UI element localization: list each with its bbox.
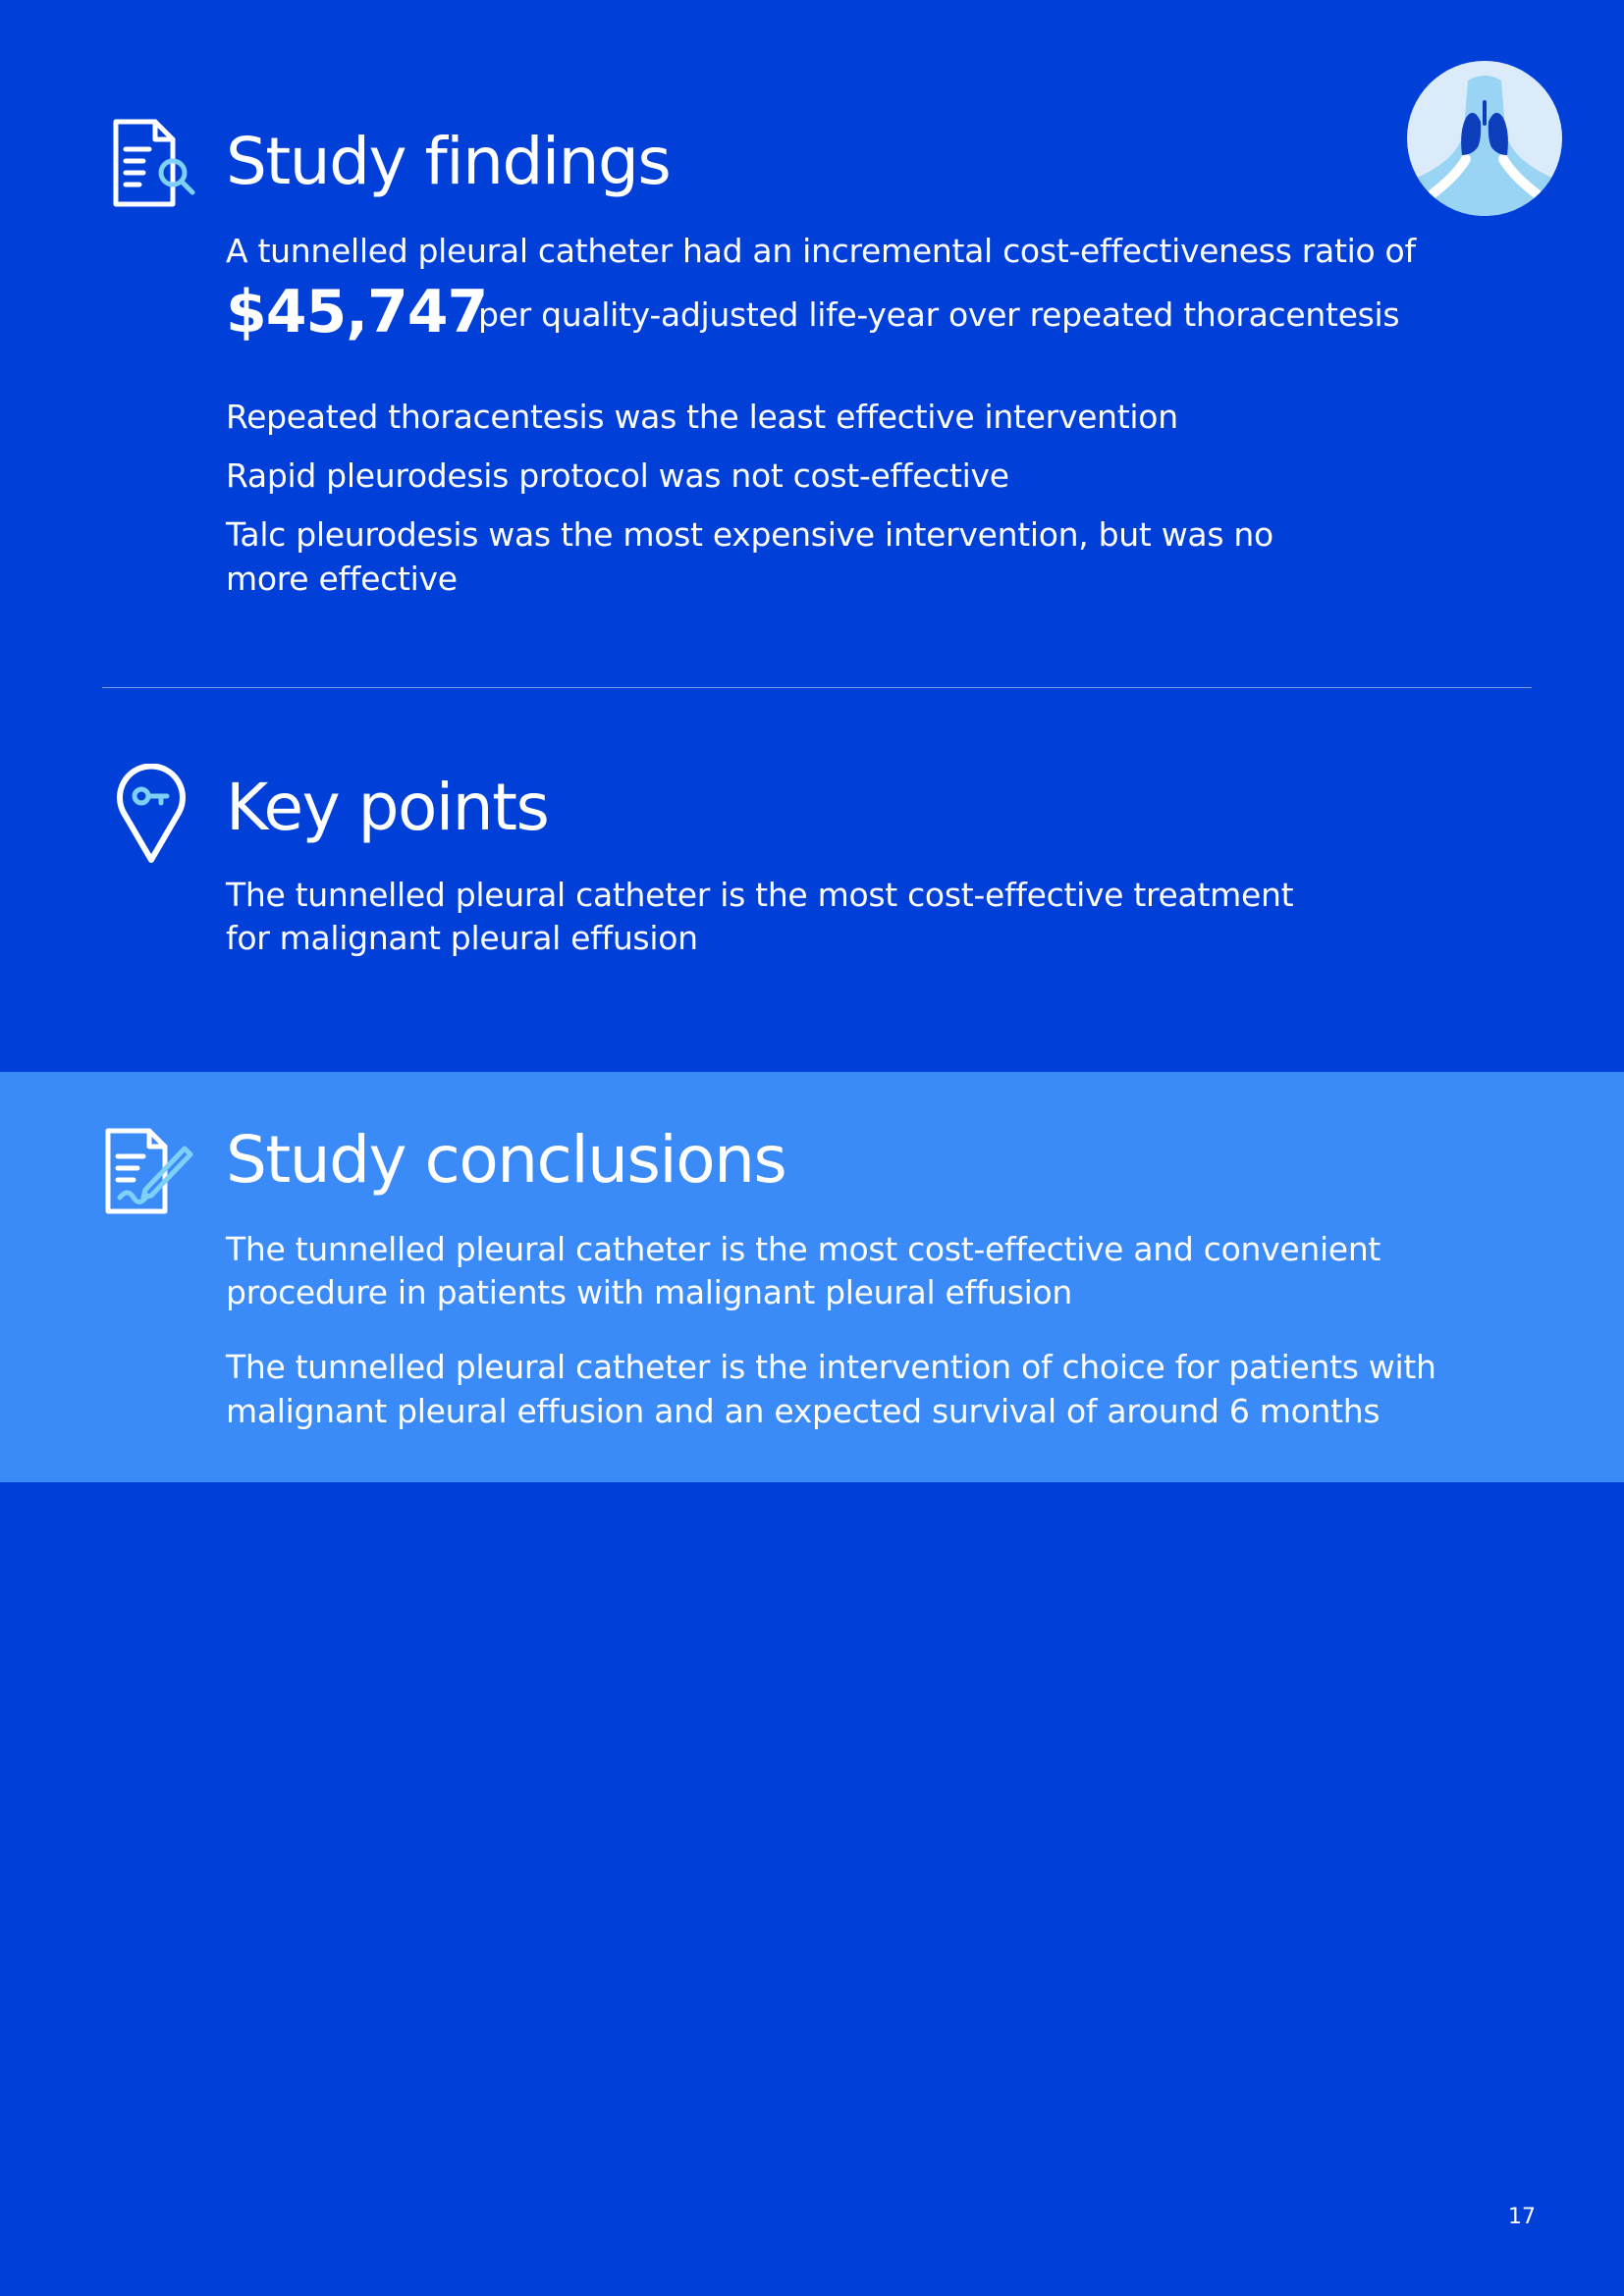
document-pen-icon (102, 1127, 194, 1215)
icer-suffix-text: per quality-adjusted life-year over repeated thoracentesis (478, 295, 1400, 334)
finding-point: Talc pleurodesis was the most expensive intervention, but was no (226, 515, 1273, 554)
section-divider (102, 687, 1532, 688)
finding-point: Rapid pleurodesis protocol was not cost-effective (226, 456, 1009, 495)
icer-value: $45,747 (226, 278, 488, 347)
key-point-line: The tunnelled pleural catheter is the most cost-effective treatment (226, 876, 1294, 914)
conclusion-line: malignant pleural effusion and an expected survival of around 6 months (226, 1392, 1380, 1430)
location-key-icon (114, 764, 189, 866)
finding-point: Repeated thoracentesis was the least effective intervention (226, 398, 1178, 436)
page-number: 17 (1508, 2205, 1536, 2229)
icer-intro-text: A tunnelled pleural catheter had an incremental cost-effectiveness ratio of (226, 232, 1416, 270)
conclusion-line: procedure in patients with malignant pleural effusion (226, 1273, 1073, 1311)
key-points-title: Key points (226, 770, 549, 845)
finding-point: more effective (226, 560, 458, 598)
study-conclusions-title: Study conclusions (226, 1122, 786, 1198)
lungs-badge-icon (1407, 61, 1562, 216)
conclusion-line: The tunnelled pleural catheter is the intervention of choice for patients with (226, 1348, 1436, 1386)
document-search-icon (110, 118, 198, 210)
conclusion-line: The tunnelled pleural catheter is the most cost-effective and convenient (226, 1230, 1381, 1268)
key-point-line: for malignant pleural effusion (226, 919, 698, 957)
study-findings-title: Study findings (226, 124, 671, 199)
